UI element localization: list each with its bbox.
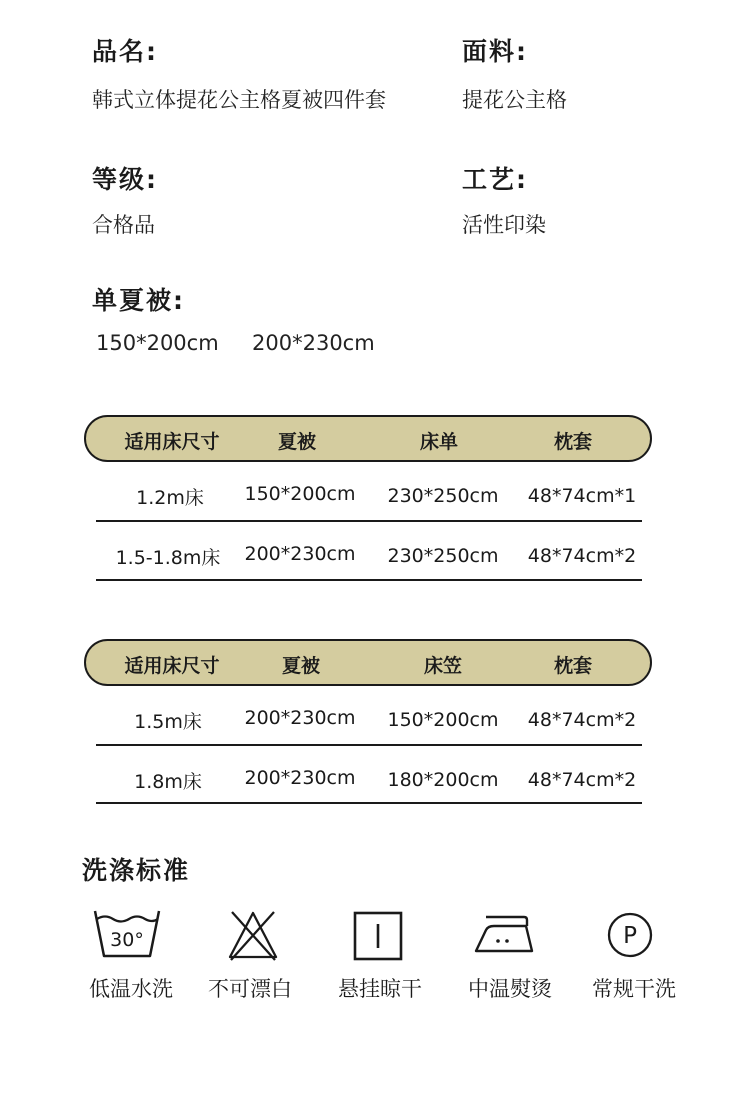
table-cell: 200*230cm	[244, 767, 356, 789]
table-cell: 48*74cm*2	[527, 545, 637, 567]
table1-header-quilt: 夏被	[277, 431, 317, 453]
table-cell: 230*250cm	[387, 545, 499, 567]
table-cell: 1.5m床	[134, 711, 202, 733]
dry-clean-letter: P	[623, 923, 637, 949]
table-cell: 48*74cm*2	[527, 709, 637, 731]
table-cell: 1.8m床	[134, 771, 202, 793]
table1-header-sheet: 床单	[419, 431, 459, 453]
table2-header-fitted-sheet: 床笠	[423, 655, 463, 677]
fabric-label: 面料:	[462, 37, 528, 66]
grade-label: 等级:	[92, 165, 158, 194]
table1-header	[84, 415, 652, 462]
table-cell: 200*230cm	[244, 707, 356, 729]
iron-medium-icon	[472, 912, 536, 956]
no-bleach-icon	[226, 908, 280, 962]
single-quilt-sizes: 150*200cm 200*230cm	[96, 331, 375, 355]
table-cell: 48*74cm*2	[527, 769, 637, 791]
table2-header-pillow: 枕套	[553, 655, 593, 677]
table2-header	[84, 639, 652, 686]
hang-dry-icon	[352, 910, 404, 962]
care-label-dry-clean: 常规干洗	[592, 977, 676, 1001]
care-label-wash: 低温水洗	[89, 977, 173, 1001]
table-cell: 150*200cm	[387, 709, 499, 731]
table2-row1-divider	[96, 744, 642, 746]
table1-row1-divider	[96, 520, 642, 522]
table1-header-pillow: 枕套	[553, 431, 593, 453]
table2-row2-divider	[96, 802, 642, 804]
table-cell: 1.5-1.8m床	[115, 547, 221, 569]
care-label-no-bleach: 不可漂白	[208, 977, 292, 1001]
name-value: 韩式立体提花公主格夏被四件套	[92, 88, 386, 112]
care-label-hang-dry: 悬挂晾干	[338, 977, 422, 1001]
table-cell: 200*230cm	[244, 543, 356, 565]
wash-30-icon	[92, 908, 162, 960]
dry-clean-icon	[606, 911, 654, 959]
single-quilt-label: 单夏被:	[92, 286, 185, 315]
table2-header-quilt: 夏被	[281, 655, 321, 677]
wash-temp-text: 30°	[110, 929, 144, 951]
fabric-value: 提花公主格	[462, 88, 567, 112]
table2-header-bed: 适用床尺寸	[124, 655, 220, 677]
grade-value: 合格品	[92, 213, 155, 237]
table1-header-bed: 适用床尺寸	[124, 431, 220, 453]
table-cell: 1.2m床	[136, 487, 204, 509]
table-cell: 230*250cm	[387, 485, 499, 507]
table-cell: 150*200cm	[244, 483, 356, 505]
table-cell: 48*74cm*1	[527, 485, 637, 507]
table1-row2-divider	[96, 579, 642, 581]
care-label-iron: 中温熨烫	[468, 977, 552, 1001]
care-title: 洗涤标准	[82, 856, 191, 885]
table-cell: 180*200cm	[387, 769, 499, 791]
craft-value: 活性印染	[462, 213, 546, 237]
craft-label: 工艺:	[462, 165, 528, 194]
name-label: 品名:	[92, 37, 158, 66]
